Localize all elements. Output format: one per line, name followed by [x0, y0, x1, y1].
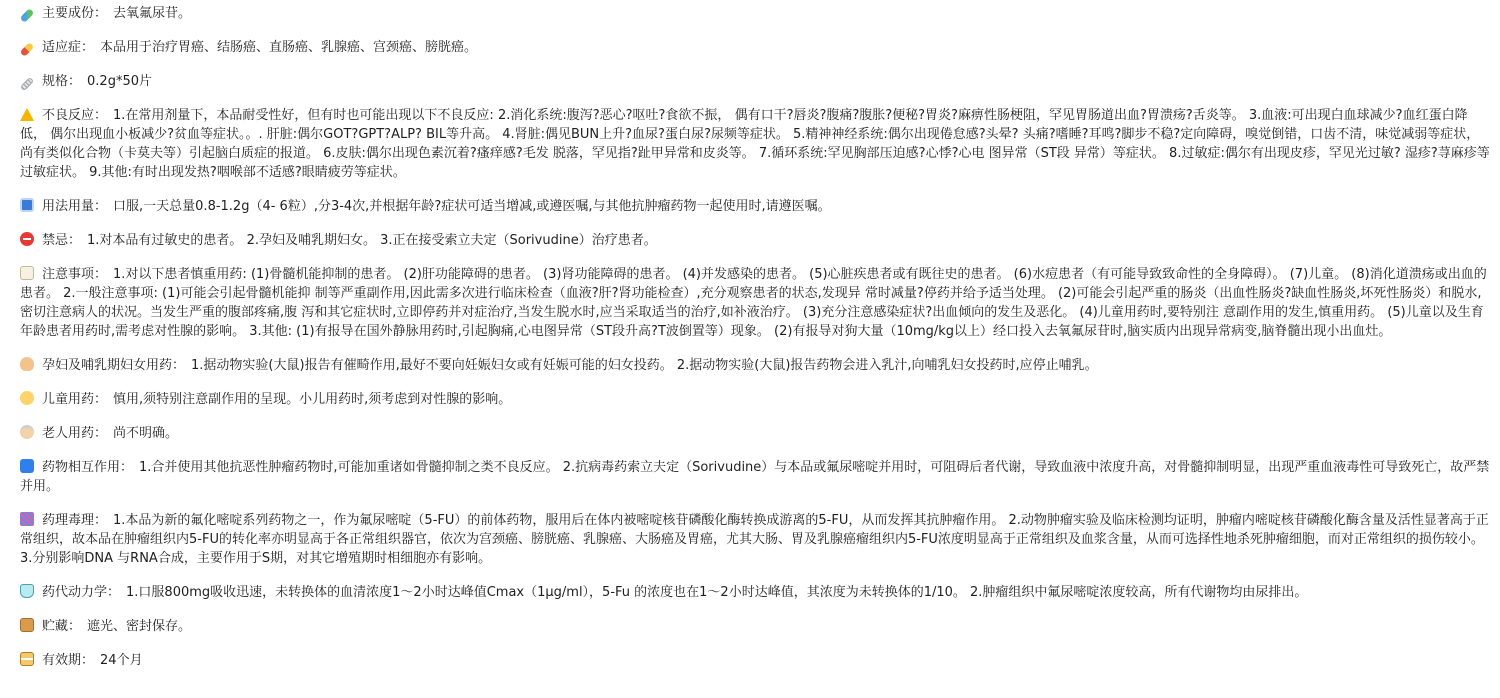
- entry-label: 规格 ：: [42, 74, 81, 89]
- hourglass-icon: [20, 652, 34, 666]
- entry-label: 药理毒理 ：: [42, 513, 107, 528]
- entry-label: 有效期 ：: [42, 653, 94, 668]
- warning-icon: [20, 108, 34, 121]
- swap-arrows-icon: [20, 459, 34, 473]
- entry-label: 禁忌 ：: [42, 233, 81, 248]
- dna-icon: [20, 512, 34, 526]
- book-icon: [20, 198, 34, 212]
- entry-label: 老人用药 ：: [42, 426, 107, 441]
- entry-storage: [20, 617, 1490, 636]
- older-person-icon: [20, 425, 34, 439]
- entry-interactions: [20, 458, 1490, 496]
- entry-label: 主要成份 ：: [42, 6, 107, 21]
- entry-label: 贮藏 ：: [42, 619, 81, 634]
- entry-ingredient: [20, 4, 1490, 23]
- memo-icon: [20, 266, 34, 280]
- entry-text: 1.本品为新的氟化嘧啶系列药物之一，作为氟尿嘧啶（5-FU）的前体药物，服用后在体内被嘧啶核苷磷酸化酶转换成游离的5-FU，从而发挥其抗肿瘤作用。 2.动物肿瘤实验及临床检测均证明，肿瘤内嘧啶核苷磷酸化酶含量及活性显著高于正常组织，故本品在肿瘤组织内5-FU的转化率亦明显高于各正常组织器官，依次为宫颈癌、膀胱癌、乳腺癌、大肠癌及胃癌，尤其大肠、胃及乳腺癌瘤组织内5-FU浓度明显高于正常组织及血浆含量，从而可选择性地杀死肿瘤细胞，而对正常组织的损伤较小。 3.分别影响DNA 与RNA合成，主要作用于S期，对其它增殖期时相细胞亦有影响。: [20, 513, 1489, 566]
- entry-contraindications: [20, 231, 1490, 250]
- entry-text: 1.在常用剂量下，本品耐受性好，但有时也可能出现以下不良反应: 2.消化系统:腹泻?恶心?呕吐?食欲不振， 偶有口干?唇炎?腹痛?腹胀?便秘?胃炎?麻痹性肠梗阻，罕见胃肠道出血?胃溃疡?舌炎等。 3.血液:可出现白血球减少?血红蛋白降低， 偶尔出现血小板减少?贫血等症状。。. 肝脏:偶尔GOT?GPT?ALP? BIL等升高。 4.肾脏:偶见BUN上升?血尿?蛋白尿?尿频等症状。 5.精神神经系统:偶尔出现倦怠感?头晕? 头痛?嗜睡?耳鸣?脚步不稳?定向障碍，嗅觉倒错，口齿不清，味觉减弱等症状，尚有类似化合物（卡莫夫等）引起脑白质症的报道。 6.皮肤:偶尔出现色素沉着?瘙痒感?毛发 脱落，罕见指?趾甲异常和皮炎等。 7.循环系统:罕见胸部压迫感?心悸?心电 图异常（ST段 异常）等症状。 8.过敏症:偶尔有出现皮疹，罕见光过敏? 湿疹?荨麻疹等过敏症状。 9.其他:有时出现发热?咽喉部不适感?眼睛疲劳等症状。: [20, 108, 1490, 180]
- entry-text: 1.据动物实验(大鼠)报告有催畸作用,最好不要向妊娠妇女或有妊娠可能的妇女投药。 2.据动物实验(大鼠)报告药物会进入乳汁,向哺乳妇女投药时,应停止哺乳。: [191, 358, 1098, 373]
- entry-text: 本品用于治疗胃癌、结肠癌、直肠癌、乳腺癌、宫颈癌、膀胱癌。: [100, 40, 478, 55]
- entry-pregnancy: [20, 356, 1490, 375]
- entry-pharmacology: [20, 511, 1490, 568]
- ruler-icon: [20, 77, 34, 91]
- entry-label: 注意事项 ：: [42, 267, 107, 282]
- entry-label: 适应症 ：: [42, 40, 94, 55]
- entry-adverse-reactions: [20, 106, 1490, 182]
- pill-icon: [20, 42, 35, 57]
- entry-text: 口服,一天总量0.8-1.2g（4- 6粒）,分3-4次,并根据年龄?症状可适当增减,或遵医嘱,与其他抗肿瘤药物一起使用时,请遵医嘱。: [113, 199, 831, 214]
- entry-text: 24个月: [100, 653, 143, 668]
- entry-text: 1.口服800mg吸收迅速，未转换体的血清浓度1～2小时达峰值Cmax（1μg/ml），5-Fu 的浓度也在1～2小时达峰值，其浓度为未转换体的1/10。 2.肿瘤组织中氟尿嘧啶浓度较高，所有代谢物均由尿排出。: [126, 585, 1308, 600]
- entry-label: 儿童用药 ：: [42, 392, 107, 407]
- entry-label: 药代动力学 ：: [42, 585, 120, 600]
- entry-pediatric: [20, 390, 1490, 409]
- entry-text: 尚不明确。: [113, 426, 179, 441]
- flask-icon: [20, 584, 34, 598]
- entry-label: 不良反应 ：: [42, 108, 107, 123]
- entry-precautions: [20, 265, 1490, 341]
- entry-text: 0.2g*50片: [87, 74, 152, 89]
- entry-label: 药物相互作用 ：: [42, 460, 133, 475]
- entry-spec: [20, 72, 1490, 91]
- entry-geriatric: [20, 424, 1490, 443]
- entry-expiry: [20, 651, 1490, 670]
- pregnant-woman-icon: [20, 357, 34, 371]
- syringe-icon: [20, 8, 35, 23]
- entry-text: 1.合并使用其他抗恶性肿瘤药物时,可能加重诸如骨髓抑制之类不良反应。 2.抗病毒药索立夫定（Sorivudine）与本品或氟尿嘧啶并用时，可阻碍后者代谢，导致血液中浓度升高，对骨髓抑制明显，出现严重血液毒性可导致死亡，故严禁并用。: [20, 460, 1490, 494]
- no-entry-icon: [20, 232, 34, 246]
- baby-icon: [20, 391, 34, 405]
- entry-text: 1.对本品有过敏史的患者。 2.孕妇及哺乳期妇女。 3.正在接受索立夫定（Sorivudine）治疗患者。: [87, 233, 657, 248]
- entry-text: 1.对以下患者慎重用药: (1)骨髓机能抑制的患者。 (2)肝功能障碍的患者。 (3)肾功能障碍的患者。 (4)并发感染的患者。 (5)心脏疾患者或有既往史的患者。 (6)水痘患者（有可能导致致命性的全身障碍）。 (7)儿童。 (8)消化道溃疡或出血的患者。 2.一般注意事项: (1)可能会引起骨髓机能抑 制等严重副作用,因此需多次进行临床检查（血液?肝?肾功能检查）,充分观察患者的状态,发现异 常时减量?停药并给予适当处理。 (2)可能会引起严重的肠炎（出血性肠炎?缺血性肠炎,坏死性肠炎）和脱水,密切注意病人的状况。当发生严重的腹部疼痛,腹 泻和其它症状时,立即停药并对症治疗,当发生脱水时,应当采取适当的治疗,如补液治疗。 (3)充分注意感染症状?出血倾向的发生及恶化。 (4)儿童用药时,要特别注 意副作用的发生,慎重用药。 (5)儿童以及生育年龄患者用药时,需考虑对性腺的影响。 3.其他: (1)有报导在国外静脉用药时,引起胸痛,心电图异常（ST段升高?T波倒置等）现象。 (2)有报导对狗大量（10mg/kg以上）经口投入去氧氟尿苷时,脑实质内出现异常病变,脑脊髓出现小出血灶。: [20, 267, 1487, 339]
- entry-indication: [20, 38, 1490, 57]
- package-icon: [20, 618, 34, 632]
- entry-pharmacokinetics: [20, 583, 1490, 602]
- entry-text: 去氧氟尿苷。: [113, 6, 192, 21]
- entry-text: 慎用,须特别注意副作用的呈现。小儿用药时,须考虑到对性腺的影响。: [113, 392, 512, 407]
- entry-dosage: [20, 197, 1490, 216]
- entry-label: 孕妇及哺乳期妇女用药 ：: [42, 358, 185, 373]
- entry-label: 用法用量 ：: [42, 199, 107, 214]
- entry-text: 遮光、密封保存。: [87, 619, 192, 634]
